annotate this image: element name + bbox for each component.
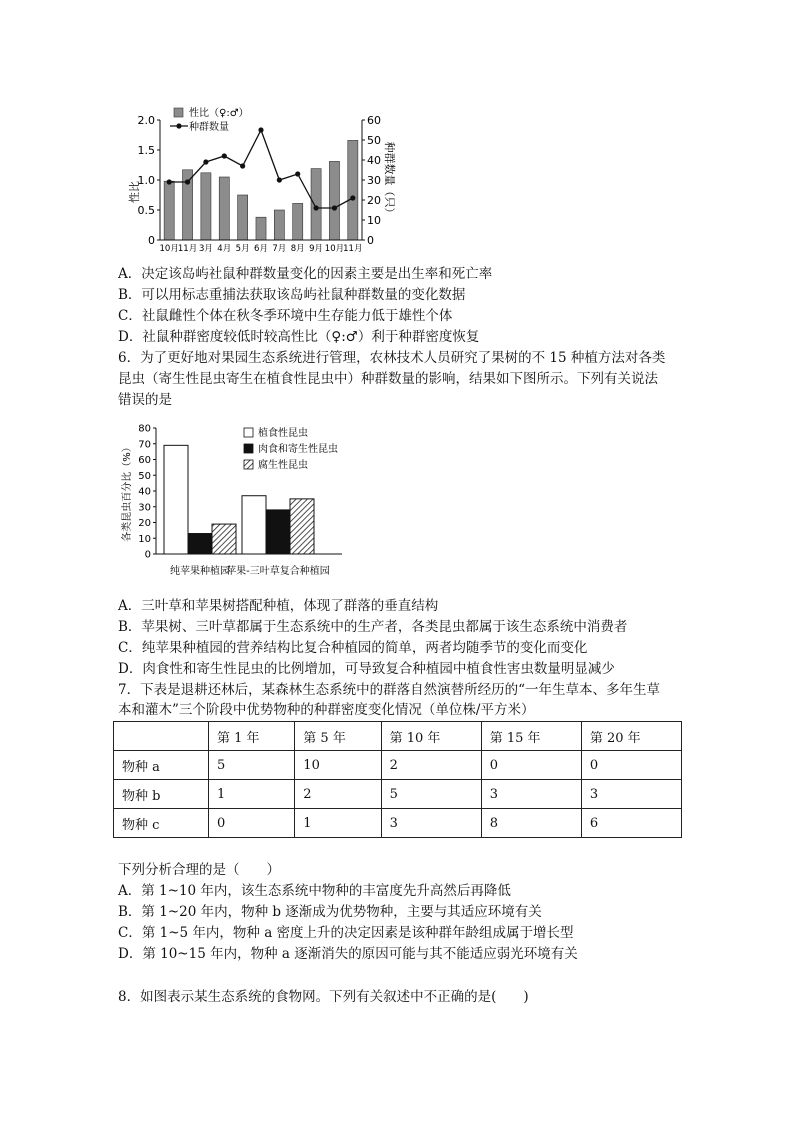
insect-percentage-chart xyxy=(120,420,370,580)
population-point xyxy=(313,205,318,210)
table-cell: 3 xyxy=(581,780,681,809)
table-cell: 2 xyxy=(381,751,481,780)
q7-ask: 下列分析合理的是（ ） xyxy=(118,862,280,878)
population-point xyxy=(295,171,300,176)
table-cell: 10 xyxy=(295,751,381,780)
y2-tick-label: 30 xyxy=(367,174,381,187)
x-tick-label: 8月 xyxy=(290,244,305,254)
legend-saprophyte: 腐生性昆虫 xyxy=(258,460,308,471)
legend-sex-ratio: 性比（♀:♂） xyxy=(189,108,249,119)
y-tick-label: 40 xyxy=(138,486,151,498)
table-header-cell: 第 5 年 xyxy=(295,722,381,751)
q6-option-a: A．三叶草和苹果树搭配种植，体现了群落的垂直结构 xyxy=(118,598,439,614)
table-cell: 8 xyxy=(481,809,581,838)
q7-stem-line2: 本和灌木”三个阶段中优势物种的种群密度变化情况（单位株/平方米） xyxy=(118,702,535,718)
y2-axis-label: 种群数量（只） xyxy=(383,141,396,219)
y2-tick-label: 40 xyxy=(367,154,381,167)
table-cell: 1 xyxy=(295,809,381,838)
table-header-cell: 第 10 年 xyxy=(381,722,481,751)
table-cell: 0 xyxy=(481,751,581,780)
q6-stem-line2: 昆虫（寄生性昆虫寄生在植食性昆虫中）种群数量的影响，结果如下图所示。下列有关说法 xyxy=(118,371,658,387)
table-header-cell xyxy=(114,722,209,751)
q7-stem-line1: 7．下表是退耕还林后，某森林生态系统中的群落自然演替所经历的“一年生草本、多年生草 xyxy=(118,682,660,698)
q7-option-a: A．第 1~10 年内，该生态系统中物种的丰富度先升高然后再降低 xyxy=(118,883,511,899)
table-cell: 6 xyxy=(581,809,681,838)
q6-option-b: B．苹果树、三叶草都属于生态系统中的生产者，各类昆虫都属于该生态系统中消费者 xyxy=(118,619,628,635)
sex-ratio-bar xyxy=(348,140,358,240)
saprophyte-bar xyxy=(290,499,314,554)
y2-tick-label: 60 xyxy=(367,114,381,127)
population-point xyxy=(332,205,337,210)
sex-ratio-bar xyxy=(201,173,211,240)
y-tick-label: 1.5 xyxy=(137,144,155,157)
saprophyte-bar xyxy=(212,524,236,554)
q6-stem-line3: 错误的是 xyxy=(118,392,172,408)
table-cell: 1 xyxy=(209,780,295,809)
table-header-cell: 第 15 年 xyxy=(481,722,581,751)
legend-bar-swatch xyxy=(174,108,183,117)
q7-option-d: D．第 10~15 年内，物种 a 逐渐消失的原因可能与其不能适应弱光环境有关 xyxy=(118,946,578,962)
sex-ratio-bar xyxy=(238,195,248,240)
y-tick-label: 10 xyxy=(138,533,151,545)
table-header-row xyxy=(114,722,682,751)
q7-option-c: C．第 1~5 年内，物种 a 密度上升的决定因素是该种群年龄组成属于增长型 xyxy=(118,925,574,941)
legend-population: 种群数量 xyxy=(189,122,229,133)
rat-population-chart xyxy=(118,104,396,256)
q7-option-b: B．第 1~20 年内，物种 b 逐渐成为优势物种，主要与其适应环境有关 xyxy=(118,904,542,920)
sex-ratio-bar xyxy=(274,210,284,240)
table-row xyxy=(114,809,682,838)
y2-tick-label: 50 xyxy=(367,134,381,147)
q5-option-b: B．可以用标志重捕法获取该岛屿社鼠种群数量的变化数据 xyxy=(118,287,466,303)
y-tick-label: 80 xyxy=(138,423,151,435)
sex-ratio-bar xyxy=(219,177,229,240)
table-cell: 物种 c xyxy=(114,809,209,838)
y2-tick-label: 10 xyxy=(367,214,381,227)
q5-option-c: C．社鼠雌性个体在秋冬季环境中生存能力低于雄性个体 xyxy=(118,308,453,324)
sex-ratio-bar xyxy=(293,203,303,240)
x-tick-label: 11月 xyxy=(177,244,198,254)
sex-ratio-bar xyxy=(256,217,266,240)
table-header-cell: 第 1 年 xyxy=(209,722,295,751)
legend-swatch-herbivore xyxy=(244,428,253,437)
population-point xyxy=(277,177,282,182)
x-category-label: 苹果-三叶草复合种植园 xyxy=(226,566,330,577)
sex-ratio-bar xyxy=(164,181,174,240)
q6-stem-line1: 6．为了更好地对果园生态系统进行管理，农林技术人员研究了果树的不 15 种植方法对各类 xyxy=(118,350,666,366)
x-tick-label: 10月 xyxy=(324,244,345,254)
q8-stem: 8．如图表示某生态系统的食物网。下列有关叙述中不正确的是( ) xyxy=(118,989,529,1005)
q5-option-d: D．社鼠种群密度较低时较高性比（♀:♂）利于种群密度恢复 xyxy=(118,329,480,345)
y-tick-label: 30 xyxy=(138,502,151,514)
table-cell: 物种 a xyxy=(114,751,209,780)
legend-swatch-saprophyte xyxy=(244,460,253,469)
sex-ratio-bar xyxy=(311,169,321,240)
legend-herbivore: 植食性昆虫 xyxy=(258,428,308,439)
table-cell: 3 xyxy=(481,780,581,809)
table-cell: 5 xyxy=(209,751,295,780)
x-tick-label: 10月 xyxy=(159,244,179,254)
herbivore-bar xyxy=(242,496,266,554)
y-tick-label: 2.0 xyxy=(137,114,155,127)
carnivore-bar xyxy=(266,510,290,554)
x-tick-label: 6月 xyxy=(254,244,268,254)
legend-line-marker xyxy=(176,123,181,128)
y-tick-label: 0 xyxy=(144,549,151,561)
x-tick-label: 5月 xyxy=(235,244,250,254)
sex-ratio-bar xyxy=(329,161,339,240)
population-line xyxy=(169,130,353,208)
y2-tick-label: 0 xyxy=(367,234,374,247)
herbivore-bar xyxy=(164,445,188,554)
population-point xyxy=(167,179,172,184)
legend-swatch-carnivore xyxy=(244,444,253,453)
table-cell: 物种 b xyxy=(114,780,209,809)
q6-option-d: D．肉食性和寄生性昆虫的比例增加，可导致复合种植园中植食性害虫数量明显减少 xyxy=(118,661,615,677)
x-tick-label: 7月 xyxy=(272,244,287,254)
table-header-cell: 第 20 年 xyxy=(581,722,681,751)
x-tick-label: 3月 xyxy=(198,244,213,254)
population-point xyxy=(240,163,245,168)
y-axis-label: 性比 xyxy=(128,181,141,203)
population-point xyxy=(203,159,208,164)
y-tick-label: 60 xyxy=(138,455,151,466)
q5-option-a: A．决定该岛屿社鼠种群数量变化的因素主要是出生率和死亡率 xyxy=(118,266,493,282)
table-row xyxy=(114,751,682,780)
y-tick-label: 50 xyxy=(138,470,151,482)
x-tick-label: 9月 xyxy=(309,244,324,254)
x-tick-label: 4月 xyxy=(217,244,232,254)
table-cell: 5 xyxy=(381,780,481,809)
population-point xyxy=(258,127,263,132)
population-point xyxy=(222,153,227,158)
y-axis-label: 各类昆虫百分比（%） xyxy=(122,442,133,542)
y-tick-label: 0.5 xyxy=(137,204,155,217)
table-row xyxy=(114,780,682,809)
population-point xyxy=(350,195,355,200)
carnivore-bar xyxy=(188,534,212,554)
y-tick-label: 70 xyxy=(138,439,151,451)
species-density-table xyxy=(113,721,682,838)
table-cell: 2 xyxy=(295,780,381,809)
legend-carnivore: 肉食和寄生性昆虫 xyxy=(258,444,338,455)
table-cell: 0 xyxy=(581,751,681,780)
table-cell: 0 xyxy=(209,809,295,838)
population-point xyxy=(185,179,190,184)
y-tick-label: 0 xyxy=(148,234,155,247)
y2-tick-label: 20 xyxy=(367,194,381,207)
q6-option-c: C．纯苹果种植园的营养结构比复合种植园的简单，两者均随季节的变化而变化 xyxy=(118,640,588,656)
x-category-label: 纯苹果种植园 xyxy=(170,566,230,577)
y-tick-label: 20 xyxy=(138,518,151,529)
y-tick-label: 1.0 xyxy=(137,174,155,187)
table-cell: 3 xyxy=(381,809,481,838)
x-tick-label: 11月 xyxy=(343,244,363,254)
